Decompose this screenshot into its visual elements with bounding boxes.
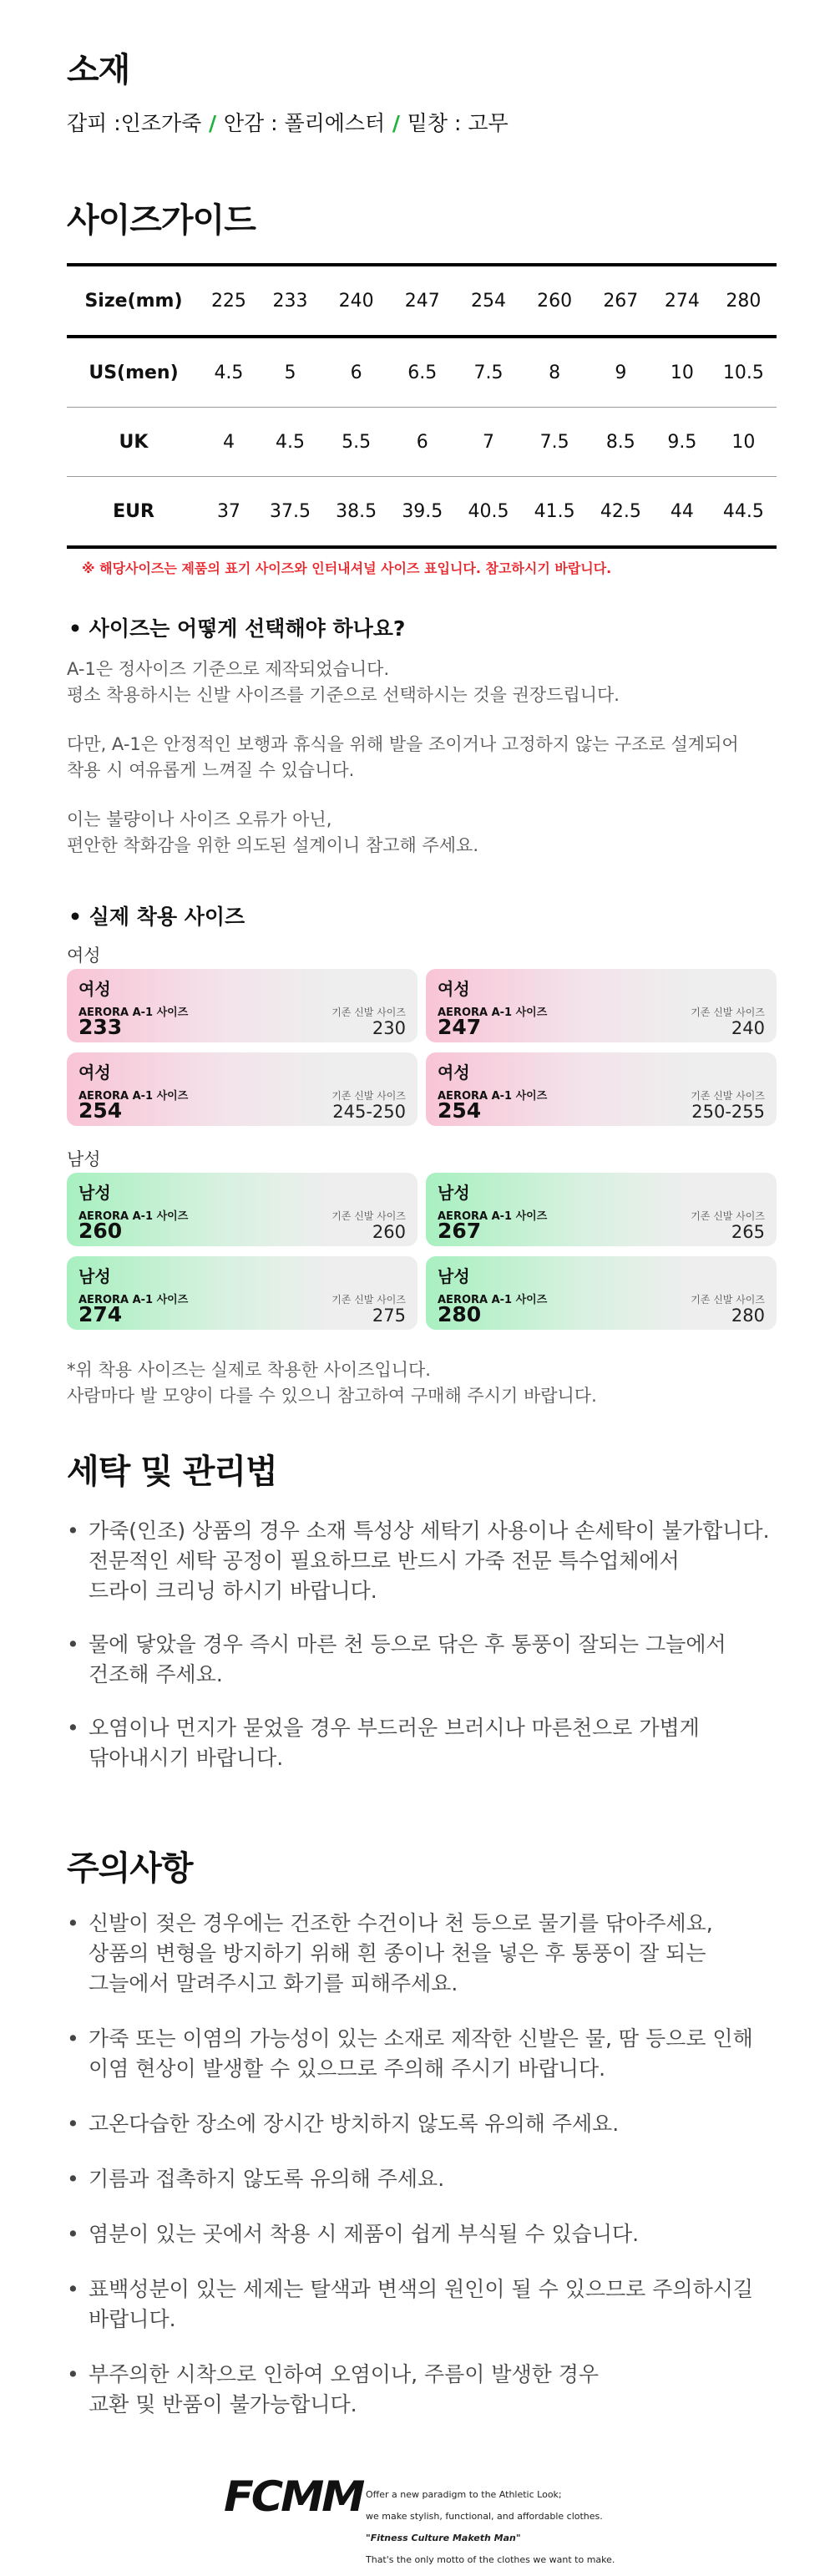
care-item: [67, 1516, 770, 1606]
fit-card-base-label: 기존 신발 사이즈: [691, 1294, 765, 1306]
care-item-text: 물에 닿았을 경우 즉시 마른 천 등으로 닦은 후 통풍이 잘되는 그늘에서 건조해 주세요.: [89, 1632, 726, 1686]
size-cell: 4.5: [200, 337, 257, 408]
caution-item-text: 신발이 젖은 경우에는 건조한 수건이나 천 등으로 물기를 닦아주세요, 상품의 변형을 방지하기 위해 흰 종이나 천을 넣은 후 통풍이 잘 되는 그늘에서 말려주시고 화기를 피해주세요.: [89, 1911, 713, 1995]
how-to-choose-paragraph-1: A-1은 정사이즈 기준으로 제작되었습니다. 평소 착용하시는 신발 사이즈를 기준으로 선택하시는 것을 권장드립니다.: [67, 659, 620, 705]
fit-card-model-size: 233: [78, 1015, 123, 1039]
size-table: [67, 263, 777, 549]
fit-card-model-label: AERORA A-1 사이즈: [78, 1210, 189, 1223]
fit-card-base-size: 265: [731, 1222, 765, 1242]
fit-card-base-label: 기존 신발 사이즈: [331, 1294, 406, 1306]
size-cell: 38.5: [323, 477, 389, 548]
bullet-dot-icon: •: [67, 1632, 79, 1656]
size-cell: 240: [323, 265, 389, 337]
bullet-dot-icon: •: [67, 2026, 79, 2051]
fit-card-gender: 남성: [438, 1183, 470, 1203]
fit-card-model-size: 274: [78, 1302, 123, 1326]
size-cell: 254: [455, 265, 521, 337]
caution-item: [67, 2109, 753, 2139]
bullet-dot-icon: •: [67, 2222, 79, 2246]
material-lining: 안감 : 폴리에스터: [223, 111, 386, 135]
fit-card-gender: 여성: [438, 979, 470, 999]
fit-card-model-size: 247: [438, 1015, 482, 1039]
fit-card-gender: 여성: [78, 1062, 111, 1083]
care-title: 세탁 및 관리법: [67, 1453, 277, 1491]
size-table-row: [67, 337, 777, 408]
size-cell: 7: [455, 408, 521, 477]
fit-card-model-size: 280: [438, 1302, 482, 1326]
tagline-motto: "Fitness Culture Maketh Man": [366, 2533, 521, 2543]
brand-footer: [224, 2472, 641, 2565]
size-row-head: Size(mm): [67, 265, 200, 337]
size-cell: 6: [389, 408, 455, 477]
fit-card-model-label: AERORA A-1 사이즈: [438, 1090, 548, 1103]
caution-item: [67, 2219, 753, 2249]
size-cell: 10.5: [711, 337, 777, 408]
caution-item-text: 기름과 접촉하지 않도록 유의해 주세요.: [89, 2167, 445, 2191]
fit-card-base-label: 기존 신발 사이즈: [691, 1007, 765, 1018]
size-cell: 10: [654, 337, 711, 408]
size-cell: 267: [588, 265, 654, 337]
size-cell: 6: [323, 337, 389, 408]
fit-card-base-size: 280: [731, 1306, 765, 1326]
size-cell: 37.5: [257, 477, 323, 548]
fit-card-base-size: 260: [372, 1222, 406, 1242]
fit-card-model-label: AERORA A-1 사이즈: [438, 1210, 548, 1223]
size-cell: 6.5: [389, 337, 455, 408]
bullet-dot-icon: •: [67, 1911, 79, 1935]
size-cell: 37: [200, 477, 257, 548]
material-separator: /: [201, 111, 224, 135]
caution-item: [67, 2164, 753, 2194]
caution-item: [67, 2024, 753, 2084]
how-to-choose-paragraph-2: 다만, A-1은 안정적인 보행과 휴식을 위해 발을 조이거나 고정하지 않는 구조로 설계되어 착용 시 여유롭게 느껴질 수 있습니다.: [67, 734, 739, 780]
fit-card-gender: 남성: [78, 1183, 111, 1203]
fit-card: [67, 1256, 418, 1330]
caution-list: [67, 1909, 753, 2445]
size-cell: 42.5: [588, 477, 654, 548]
caution-item-text: 고온다습한 장소에 장시간 방치하지 않도록 유의해 주세요.: [89, 2112, 620, 2136]
size-table-row: [67, 477, 777, 548]
fit-card-model-size: 260: [78, 1219, 123, 1243]
material-title: 소재: [67, 51, 130, 89]
size-cell: 225: [200, 265, 257, 337]
size-cell: 40.5: [455, 477, 521, 548]
female-label: 여성: [67, 946, 101, 966]
size-cell: 5.5: [323, 408, 389, 477]
fit-card-base-size: 250-255: [691, 1102, 765, 1122]
size-cell: 7.5: [522, 408, 588, 477]
fit-card-base-size: 230: [372, 1018, 406, 1038]
how-to-choose-heading: • 사이즈는 어떻게 선택해야 하나요?: [68, 616, 406, 641]
size-cell: 260: [522, 265, 588, 337]
care-item-text: 가죽(인조) 상품의 경우 소재 특성상 세탁기 사용이나 손세탁이 불가합니다. 전문적인 세탁 공정이 필요하므로 반드시 가죽 전문 특수업체에서 드라이 크리닝 하시기 바랍니다.: [89, 1519, 770, 1603]
caution-item-text: 가죽 또는 이염의 가능성이 있는 소재로 제작한 신발은 물, 땀 등으로 인해 이염 현상이 발생할 수 있으므로 주의해 주시기 바랍니다.: [89, 2026, 753, 2081]
size-row-head: US(men): [67, 337, 200, 408]
fit-card-model-label: AERORA A-1 사이즈: [78, 1294, 189, 1306]
size-cell: 274: [654, 265, 711, 337]
fit-card-model-label: AERORA A-1 사이즈: [438, 1007, 548, 1019]
fit-card-base-label: 기존 신발 사이즈: [331, 1210, 406, 1222]
size-note: ※ 해당사이즈는 제품의 표기 사이즈와 인터내셔널 사이즈 표입니다. 참고하시기 바랍니다.: [82, 560, 612, 576]
size-cell: 247: [389, 265, 455, 337]
size-row-head: UK: [67, 408, 200, 477]
material-line: [67, 107, 509, 137]
care-list: [67, 1516, 770, 1797]
fit-card-base-label: 기존 신발 사이즈: [331, 1090, 406, 1102]
male-label: 남성: [67, 1149, 101, 1169]
material-separator: /: [385, 111, 407, 135]
size-cell: 4.5: [257, 408, 323, 477]
caution-item: [67, 1909, 753, 1999]
fit-card: [67, 1052, 418, 1126]
fit-card: [426, 969, 777, 1042]
fit-card: [426, 1256, 777, 1330]
size-cell: 280: [711, 265, 777, 337]
fit-card-model-size: 267: [438, 1219, 482, 1243]
fit-card-model-label: AERORA A-1 사이즈: [78, 1090, 189, 1103]
fit-card-base-size: 245-250: [332, 1102, 406, 1122]
fit-card-model-size: 254: [78, 1098, 123, 1123]
fit-card: [67, 969, 418, 1042]
fit-card-gender: 여성: [438, 1062, 470, 1083]
size-cell: 5: [257, 337, 323, 408]
size-cell: 8: [522, 337, 588, 408]
tagline-line: That's the only motto of the clothes we want to make.: [366, 2554, 615, 2565]
size-table-row: [67, 408, 777, 477]
fit-card-gender: 여성: [78, 979, 111, 999]
caution-title: 주의사항: [67, 1849, 193, 1888]
bullet-dot-icon: •: [67, 2362, 79, 2386]
care-item-text: 오염이나 먼지가 묻었을 경우 부드러운 브러시나 마른천으로 가볍게 닦아내시기 바랍니다.: [89, 1716, 700, 1770]
fit-card: [426, 1173, 777, 1246]
caution-item: [67, 2274, 753, 2335]
caution-item-text: 부주의한 시착으로 인하여 오염이나, 주름이 발생한 경우 교환 및 반품이 불가능합니다.: [89, 2362, 600, 2416]
fit-card-model-size: 254: [438, 1098, 482, 1123]
bullet-dot-icon: •: [67, 1716, 79, 1740]
fit-note: *위 착용 사이즈는 실제로 착용한 사이즈입니다. 사람마다 발 모양이 다를 수 있으니 참고하여 구매해 주시기 바랍니다.: [67, 1360, 597, 1406]
fcmm-logo: FCMM: [224, 2472, 363, 2521]
care-item: [67, 1630, 770, 1690]
size-cell: 7.5: [455, 337, 521, 408]
care-item: [67, 1713, 770, 1773]
size-cell: 41.5: [522, 477, 588, 548]
size-table-row: [67, 265, 777, 337]
fit-card-gender: 남성: [438, 1266, 470, 1286]
fit-card-base-size: 240: [731, 1018, 765, 1038]
fit-card: [426, 1052, 777, 1126]
bullet-dot-icon: •: [67, 1519, 79, 1543]
size-cell: 44: [654, 477, 711, 548]
caution-item: [67, 2360, 753, 2420]
fit-card-base-label: 기존 신발 사이즈: [691, 1210, 765, 1222]
fit-heading: • 실제 착용 사이즈: [68, 905, 245, 929]
fit-card-base-size: 275: [372, 1306, 406, 1326]
material-upper: 갑피 :인조가죽: [67, 111, 202, 135]
size-cell: 9.5: [654, 408, 711, 477]
fit-card-model-label: AERORA A-1 사이즈: [438, 1294, 548, 1306]
fit-card-base-label: 기존 신발 사이즈: [331, 1007, 406, 1018]
size-cell: 4: [200, 408, 257, 477]
caution-item-text: 염분이 있는 곳에서 착용 시 제품이 쉽게 부식될 수 있습니다.: [89, 2222, 640, 2246]
size-cell: 44.5: [711, 477, 777, 548]
how-to-choose-paragraph-3: 이는 불량이나 사이즈 오류가 아닌, 편안한 착화감을 위한 의도된 설계이니 참고해 주세요.: [67, 809, 479, 855]
size-guide-title: 사이즈가이드: [67, 201, 256, 240]
fit-card-base-label: 기존 신발 사이즈: [691, 1090, 765, 1102]
tagline-line: we make stylish, functional, and affordable clothes.: [366, 2511, 603, 2522]
size-cell: 233: [257, 265, 323, 337]
fit-card: [67, 1173, 418, 1246]
fit-card-model-label: AERORA A-1 사이즈: [78, 1007, 189, 1019]
bullet-dot-icon: •: [67, 2112, 79, 2136]
size-cell: 10: [711, 408, 777, 477]
size-row-head: EUR: [67, 477, 200, 548]
tagline-line: Offer a new paradigm to the Athletic Look;: [366, 2489, 562, 2500]
bullet-dot-icon: •: [67, 2277, 79, 2301]
material-sole: 밑창 : 고무: [407, 111, 509, 135]
size-cell: 39.5: [389, 477, 455, 548]
size-cell: 9: [588, 337, 654, 408]
bullet-dot-icon: •: [67, 2167, 79, 2191]
size-cell: 8.5: [588, 408, 654, 477]
caution-item-text: 표백성분이 있는 세제는 탈색과 변색의 원인이 될 수 있으므로 주의하시길 바랍니다.: [89, 2277, 754, 2331]
fit-card-gender: 남성: [78, 1266, 111, 1286]
brand-tagline: [366, 2478, 615, 2576]
